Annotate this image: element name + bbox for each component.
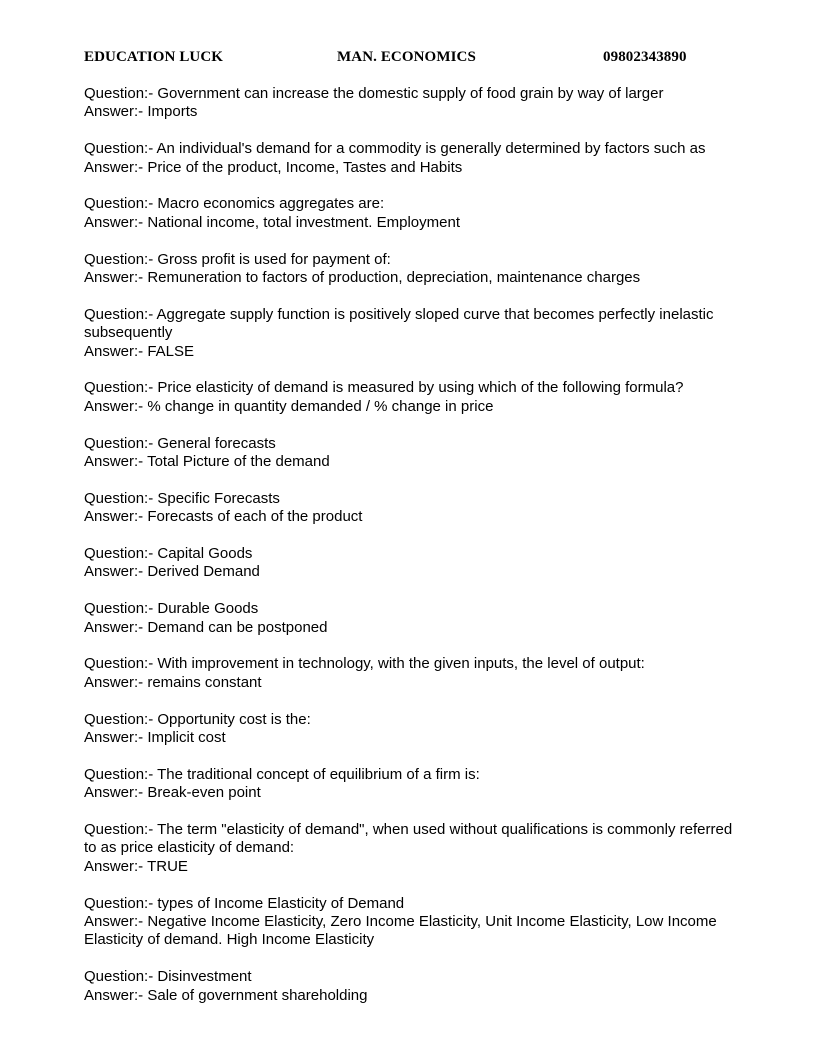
qa-item — [84, 490, 734, 527]
page-header — [84, 49, 744, 69]
answer-text: Answer:- Demand can be postponed — [84, 618, 328, 636]
header-subject: MAN. ECONOMICS — [337, 49, 476, 65]
qa-item — [84, 655, 734, 692]
answer-text: Answer:- FALSE — [84, 342, 195, 360]
answer-text: Answer:- Break-even point — [84, 784, 261, 802]
answer-text: Answer:- Total Picture of the demand — [84, 453, 330, 471]
answer-text: Answer:- Negative Income Elasticity, Zero Income Elasticity, Unit Income Elasticity, Low Income Elasticity of demand. High Income Elasticity — [84, 913, 717, 949]
answer-text: Answer:- Price of the product, Income, Tastes and Habits — [84, 158, 463, 176]
question-text: Question:- Government can increase the domestic supply of food grain by way of larger — [84, 85, 664, 102]
header-publisher: EDUCATION LUCK — [84, 49, 224, 65]
question-text: Question:- Price elasticity of demand is measured by using which of the following formula? — [84, 379, 684, 397]
question-text: Question:- Macro economics aggregates are: — [84, 195, 385, 213]
qa-item — [84, 140, 734, 177]
qa-item — [84, 766, 734, 803]
question-text: Question:- Specific Forecasts — [84, 489, 280, 507]
answer-text: Answer:- remains constant — [84, 673, 262, 691]
qa-item — [84, 306, 734, 361]
question-text: Question:- General forecasts — [84, 434, 276, 452]
question-text: Question:- Gross profit is used for payment of: — [84, 250, 391, 268]
qa-item — [84, 545, 734, 582]
question-text: Question:- Capital Goods — [84, 545, 253, 563]
question-text: Question:- An individual's demand for a commodity is generally determined by factors such as — [84, 140, 706, 158]
qa-item — [84, 821, 734, 876]
answer-text: Answer:- Derived Demand — [84, 563, 260, 581]
qa-item — [84, 379, 734, 416]
qa-list — [84, 85, 734, 1023]
question-text: Question:- Disinvestment — [84, 968, 252, 986]
answer-text: Answer:- Implicit cost — [84, 729, 226, 747]
answer-text: Answer:- TRUE — [84, 857, 188, 875]
question-text: Question:- types of Income Elasticity of Demand — [84, 894, 405, 912]
answer-text: Answer:- Sale of government shareholding — [84, 986, 368, 1004]
qa-item — [84, 711, 734, 748]
qa-item — [84, 600, 734, 637]
qa-item — [84, 895, 734, 950]
answer-text: Answer:- % change in quantity demanded / % change in price — [84, 397, 494, 415]
question-text: Question:- With improvement in technology, with the given inputs, the level of output: — [84, 655, 645, 673]
question-text: Question:- Opportunity cost is the: — [84, 710, 311, 728]
answer-text: Answer:- Imports — [84, 103, 198, 121]
question-text: Question:- The traditional concept of equilibrium of a firm is: — [84, 765, 480, 783]
qa-item — [84, 85, 734, 122]
question-text: Question:- The term "elasticity of demand", when used without qualifications is commonly referred to as price elasticity of demand: — [84, 821, 733, 857]
qa-item — [84, 195, 734, 232]
question-text: Question:- Aggregate supply function is positively sloped curve that becomes perfectly inelastic subsequently — [84, 305, 714, 342]
answer-text: Answer:- Remuneration to factors of production, depreciation, maintenance charges — [84, 269, 641, 287]
question-text: Question:- Durable Goods — [84, 600, 259, 618]
answer-text: Answer:- Forecasts of each of the product — [84, 508, 363, 526]
header-phone: 09802343890 — [603, 49, 687, 65]
answer-text: Answer:- National income, total investment. Employment — [84, 213, 460, 231]
qa-item — [84, 968, 734, 1005]
qa-item — [84, 435, 734, 472]
qa-item — [84, 251, 734, 288]
